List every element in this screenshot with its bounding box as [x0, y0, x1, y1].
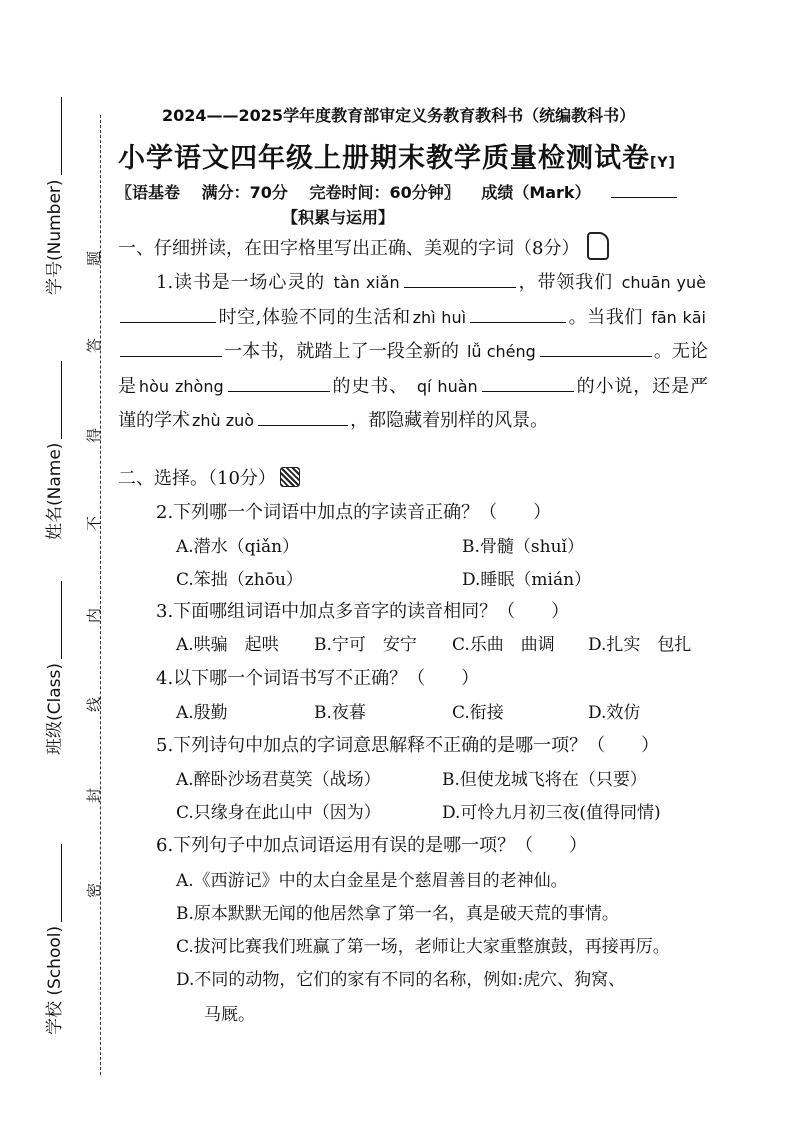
pinyin: hòu zhòng [138, 376, 224, 396]
binding-margin [0, 0, 105, 1125]
q1-heading: 一、仔细拼读，在田字格里写出正确、美观的字词（8分） [118, 232, 609, 260]
full-score: 满分：70分 [201, 183, 288, 202]
student-number-field[interactable]: 学号(Number) [40, 97, 65, 295]
answer-option[interactable]: D.效仿 [588, 703, 641, 723]
answer-option[interactable]: B.骨髓（shuǐ） [462, 537, 584, 557]
question-stem: 5.下列诗句中加点的字词意思解释不正确的是哪一项？（ ） [156, 735, 660, 756]
grade-field[interactable]: 成绩（Mark） [481, 183, 692, 202]
answer-blank[interactable] [120, 304, 216, 323]
seal-char: 得 [85, 427, 104, 444]
question-stem: 2.下列哪一个词语中加点的字读音正确？（ ） [156, 502, 552, 523]
answer-option-continuation: 马厩。 [204, 1005, 255, 1025]
answer-option[interactable]: B.宁可 安宁 [314, 635, 417, 655]
question-stem: 4.以下哪一个词语书写不正确？（ ） [156, 668, 480, 689]
title-tag: [Y] [650, 155, 676, 171]
pinyin: chuān yuè [621, 273, 706, 292]
q1-paragraph: 1.读书是一场心灵的 tàn xiǎn ，带领我们 chuān yuè时空,体验不同的生活和 zhì huì 。当我们 fān kāi一本书，就踏上了一段全新的 lǚ chéng 。无论是 hòu zhòng 的史书、 qí huàn 的小说，还是严谨的学术 zhù zuò ，都隐藏着别样的风景。 [118, 266, 708, 439]
pinyin: zhì huì [412, 307, 467, 327]
edition-line: 2024——2025学年度教育部审定义务教育教科书（统编教科书） [162, 106, 636, 125]
seal-char: 内 [85, 607, 104, 624]
answer-option[interactable]: D.扎实 包扎 [588, 635, 692, 655]
answer-blank[interactable] [482, 373, 574, 392]
question-stem: 6.下列句子中加点词语运用有误的是哪一项？（ ） [156, 835, 588, 856]
stamp-icon [280, 467, 300, 487]
answer-option[interactable]: A.殷勤 [176, 703, 228, 723]
pinyin: qí huàn [416, 376, 478, 396]
answer-option[interactable]: B.原本默默无闻的他居然拿了第一名，真是破天荒的事情。 [176, 904, 619, 924]
answer-blank[interactable] [404, 269, 516, 288]
exam-info [116, 180, 709, 203]
pinyin: lǚ chéng [466, 342, 536, 361]
pinyin: tàn xiǎn [333, 273, 400, 292]
reading-figure-icon [587, 232, 609, 260]
question-stem: 3.下面哪组词语中加点多音字的读音相同？（ ） [156, 601, 570, 622]
answer-blank[interactable] [258, 407, 348, 426]
q2-heading: 二、选择。（10分） [118, 464, 300, 490]
seal-char: 线 [85, 696, 104, 713]
seal-char: 答 [85, 337, 104, 354]
seal-char: 不 [85, 515, 104, 532]
seal-char: 题 [85, 250, 104, 267]
answer-option[interactable]: C.只缘身在此山中（因为） [176, 803, 381, 823]
school-field[interactable]: 学校 (School) [40, 844, 65, 1035]
answer-option[interactable]: D.睡眠（mián） [462, 570, 592, 590]
answer-option[interactable]: A.哄骗 起哄 [176, 635, 279, 655]
seal-char: 密 [85, 882, 104, 899]
seal-char: 封 [85, 787, 104, 804]
answer-option[interactable]: A.《西游记》中的太白金星是个慈眉善目的老神仙。 [176, 871, 568, 891]
answer-option[interactable]: A.醉卧沙场君莫笑（战场） [176, 770, 381, 790]
answer-option[interactable]: A.潜水（qiǎn） [176, 537, 300, 557]
answer-blank[interactable] [228, 373, 330, 392]
student-name-field[interactable]: 姓名(Name) [40, 361, 65, 540]
answer-option[interactable]: C.乐曲 曲调 [452, 635, 555, 655]
answer-option[interactable]: D.不同的动物，它们的家有不同的名称，例如:虎穴、狗窝、 [176, 970, 626, 990]
class-field[interactable]: 班级(Class) [40, 581, 65, 755]
exam-title: 小学语文四年级上册期末教学质量检测试卷[Y] [118, 143, 676, 174]
pinyin: fān kāi [651, 307, 706, 327]
section-heading: 【积累与运用】 [282, 208, 395, 227]
answer-option[interactable]: B.夜暮 [314, 703, 366, 723]
answer-option[interactable]: B.但使龙城飞将在（只要） [442, 770, 647, 790]
answer-option[interactable]: C.拔河比赛我们班赢了第一场，老师让大家重整旗鼓，再接再厉。 [176, 937, 670, 957]
answer-blank[interactable] [540, 338, 652, 357]
answer-blank[interactable] [120, 338, 222, 357]
answer-option[interactable]: C.笨拙（zhōu） [176, 570, 303, 590]
answer-option[interactable]: D.可怜九月初三夜(值得同情) [442, 803, 661, 823]
paper-type: 〖语基卷 [116, 183, 181, 202]
time-limit: 完卷时间：60分钟〗 [309, 183, 460, 202]
pinyin: zhù zuò [192, 411, 255, 430]
answer-option[interactable]: C.衔接 [452, 703, 504, 723]
answer-blank[interactable] [470, 304, 566, 323]
